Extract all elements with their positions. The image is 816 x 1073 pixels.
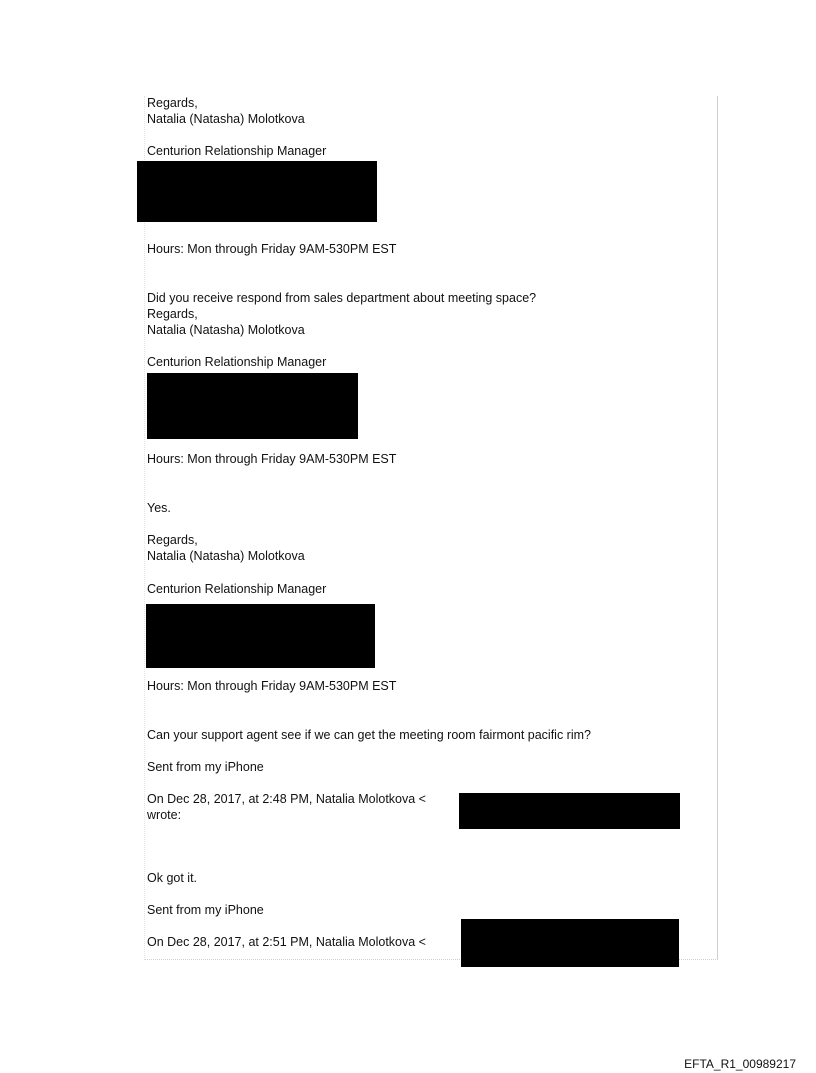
email-frame (144, 96, 718, 960)
sender-role: Centurion Relationship Manager (147, 582, 327, 596)
sent-from-text: Sent from my iPhone (147, 903, 264, 917)
hours-text: Hours: Mon through Friday 9AM-530PM EST (147, 679, 397, 693)
regards-text: Regards, (147, 533, 198, 547)
wrote-text: wrote: (147, 808, 182, 822)
sender-role: Centurion Relationship Manager (147, 355, 327, 369)
reply-attribution: On Dec 28, 2017, at 2:48 PM, Natalia Molotkova < (147, 792, 426, 806)
answer-text: Yes. (147, 501, 171, 515)
redaction-block (147, 373, 358, 439)
request-text: Can your support agent see if we can get the meeting room fairmont pacific rim? (147, 728, 591, 742)
question-text: Did you receive respond from sales department about meeting space? (147, 291, 537, 305)
sender-name: Natalia (Natasha) Molotkova (147, 112, 305, 126)
sender-role: Centurion Relationship Manager (147, 144, 327, 158)
sent-from-text: Sent from my iPhone (147, 760, 264, 774)
redaction-block (146, 604, 375, 668)
hours-text: Hours: Mon through Friday 9AM-530PM EST (147, 242, 397, 256)
redaction-block (137, 161, 377, 222)
regards-text: Regards, (147, 96, 198, 110)
redaction-block (461, 919, 679, 967)
hours-text: Hours: Mon through Friday 9AM-530PM EST (147, 452, 397, 466)
sender-name: Natalia (Natasha) Molotkova (147, 323, 305, 337)
sender-name: Natalia (Natasha) Molotkova (147, 549, 305, 563)
bates-number: EFTA_R1_00989217 (684, 1057, 796, 1071)
reply-text: Ok got it. (147, 871, 198, 885)
redaction-block (459, 793, 680, 829)
reply-attribution: On Dec 28, 2017, at 2:51 PM, Natalia Molotkova < (147, 935, 426, 949)
regards-text: Regards, (147, 307, 198, 321)
